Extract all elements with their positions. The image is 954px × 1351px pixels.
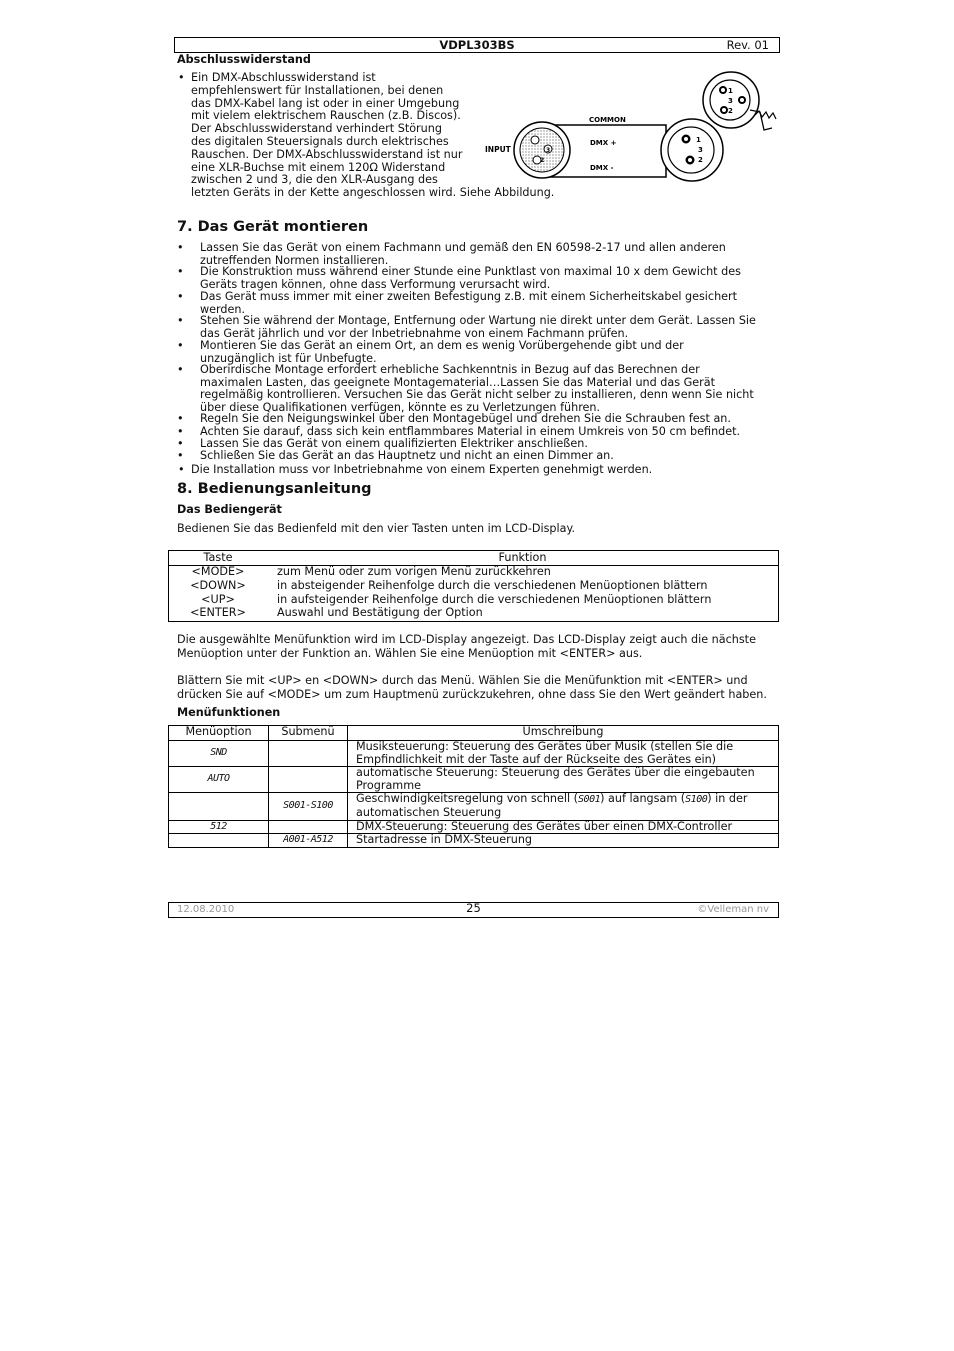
column-header-option: Menüoption xyxy=(169,726,269,741)
table-row xyxy=(169,767,779,793)
paragraph-line: Menüoption unter der Funktion an. Wählen Sie eine Menüoption mit <ENTER> aus. xyxy=(177,647,643,660)
option-cell xyxy=(169,834,269,848)
table-row xyxy=(169,607,779,621)
list-item-text: Die Konstruktion muss während einer Stunde eine Punktlast von maximal 10 x dem Gewicht des Geräts tragen können, ohne dass Verformung verursacht wird. xyxy=(200,265,741,291)
submenu-cell: A001-A512 xyxy=(269,834,348,848)
svg-text:3: 3 xyxy=(698,146,703,154)
table-row xyxy=(169,834,779,848)
description-text: ) auf langsam ( xyxy=(600,792,686,806)
table-header-row xyxy=(169,551,779,566)
option-cell: AUTO xyxy=(169,767,269,793)
function-cell: Auswahl und Bestätigung der Option xyxy=(277,606,483,620)
input-label: INPUT xyxy=(485,145,511,154)
control-panel-heading: Das Bediengerät xyxy=(177,503,282,516)
table-row xyxy=(169,566,779,580)
list-item-text: Schließen Sie das Gerät an das Hauptnetz und nicht an einen Dimmer an. xyxy=(200,449,614,462)
option-cell: 512 xyxy=(169,820,269,834)
list-item-text: Lassen Sie das Gerät von einem Fachmann und gemäß den EN 60598-2-17 und allen anderen zutreffenden Normen installieren. xyxy=(200,241,726,267)
termination-line: Ein DMX-Abschlusswiderstand ist xyxy=(191,71,376,84)
column-header-key: Taste xyxy=(169,551,268,566)
section-8-heading: 8. Bedienungsanleitung xyxy=(177,481,372,497)
bullet-dot: • xyxy=(178,71,185,84)
submenu-cell xyxy=(269,767,348,793)
list-item-text: Das Gerät muss immer mit einer zweiten Befestigung z.B. mit einem Sicherheitskabel gesichert werden. xyxy=(200,290,738,316)
column-header-function: Funktion xyxy=(267,551,779,566)
key-cell: <UP> xyxy=(201,592,235,606)
function-cell: zum Menü oder zum vorigen Menü zurückkehren xyxy=(277,565,551,578)
menu-functions-heading: Menüfunktionen xyxy=(177,706,281,719)
table-header-row xyxy=(169,726,779,741)
footer-copyright: ©Velleman nv xyxy=(697,904,769,915)
description-text: Geschwindigkeitsregelung von schnell ( xyxy=(356,792,579,806)
key-cell: <ENTER> xyxy=(190,606,246,620)
description-cell: Startadresse in DMX-Steuerung xyxy=(348,834,779,848)
description-line: Empfindlichkeit mit der Taste auf der Rückseite des Gerätes ein) xyxy=(356,752,717,766)
dmx-minus-label: DMX - xyxy=(590,164,614,172)
description-line: automatischen Steuerung xyxy=(356,805,502,819)
table-row xyxy=(169,820,779,834)
column-header-submenu: Submenü xyxy=(269,726,348,741)
input-pin3: 3 xyxy=(546,147,551,154)
xlr-termination-diagram xyxy=(480,70,780,185)
list-item-text: Montieren Sie das Gerät an einem Ort, an dem es wenig Vorübergehende gibt und der unzugänglich ist für Unbefugte. xyxy=(200,339,684,365)
list-item-text: Lassen Sie das Gerät von einem qualifizierten Elektriker anschließen. xyxy=(200,437,588,450)
description-text: ) in der xyxy=(707,792,748,806)
common-label: COMMON xyxy=(589,116,626,124)
description-cell xyxy=(348,741,779,767)
footer-date: 12.08.2010 xyxy=(177,904,235,915)
description-cell: DMX-Steuerung: Steuerung des Gerätes über einen DMX-Controller xyxy=(348,820,779,834)
page-footer xyxy=(168,902,779,918)
input-pin2: 2 xyxy=(540,157,545,164)
section-7-heading: 7. Das Gerät montieren xyxy=(177,219,369,235)
description-cell xyxy=(348,793,779,820)
paragraph-line: drücken Sie auf <MODE> um zum Hauptmenü zurückzukehren, ohne dass Sie den Wert geändert haben. xyxy=(177,688,767,701)
termination-line: des digitalen Steuersignals durch elektrisches xyxy=(191,135,449,148)
submenu-cell xyxy=(269,741,348,767)
termination-line: mit vielem elektrischem Rauschen (z.B. Discos). xyxy=(191,109,461,123)
svg-text:3: 3 xyxy=(728,97,733,105)
termination-line: eine XLR-Buchse mit einem 120Ω Widerstand xyxy=(191,160,446,174)
key-cell: <MODE> xyxy=(191,565,245,578)
revision: Rev. 01 xyxy=(726,38,769,52)
table-row xyxy=(169,741,779,767)
termination-line: letzten Geräts in der Kette angeschlossen wird. Siehe Abbildung. xyxy=(191,186,555,200)
svg-text:2: 2 xyxy=(698,156,703,164)
termination-heading: Abschlusswiderstand xyxy=(177,53,311,66)
control-panel-intro: Bedienen Sie das Bedienfeld mit den vier Tasten unten im LCD-Display. xyxy=(177,522,576,535)
list-item-text: Achten Sie darauf, dass sich kein entflammbares Material in einem Umkreis von 50 cm befindet. xyxy=(200,425,741,438)
svg-text:1: 1 xyxy=(696,136,701,144)
description-line: Programme xyxy=(356,778,421,792)
termination-line: Der Abschlusswiderstand verhindert Störung xyxy=(191,122,442,136)
lcd-value: S001 xyxy=(578,794,601,806)
list-item-text: Regeln Sie den Neigungswinkel über den Montagebügel und drehen Sie die Schrauben fest an. xyxy=(200,412,731,425)
submenu-cell xyxy=(269,820,348,834)
key-cell: <DOWN> xyxy=(190,578,246,592)
function-cell: in absteigender Reihenfolge durch die verschiedenen Menüoptionen blättern xyxy=(277,578,708,592)
lcd-value: S100 xyxy=(685,794,708,806)
list-item-text: Die Installation muss vor Inbetriebnahme von einem Experten genehmigt werden. xyxy=(191,463,653,476)
termination-line: Rauschen. Der DMX-Abschlusswiderstand ist nur xyxy=(191,147,463,161)
option-cell: SND xyxy=(169,741,269,767)
svg-text:2: 2 xyxy=(728,107,733,115)
termination-line: empfehlenswert für Installationen, bei denen xyxy=(191,83,444,97)
paragraph-line: Blättern Sie mit <UP> en <DOWN> durch das Menü. Wählen Sie die Menüfunktion mit <ENTER> und xyxy=(177,674,748,687)
termination-line: das DMX-Kabel lang ist oder in einer Umgebung xyxy=(191,96,460,110)
function-cell: in aufsteigender Reihenfolge durch die verschiedenen Menüoptionen blättern xyxy=(277,592,712,606)
paragraph-line: Die ausgewählte Menüfunktion wird im LCD-Display angezeigt. Das LCD-Display zeigt auch die nächste xyxy=(177,633,756,646)
submenu-cell: S001-S100 xyxy=(269,793,348,820)
dmx-plus-label: DMX + xyxy=(590,139,617,147)
description-line: automatische Steuerung: Steuerung des Gerätes über die eingebauten xyxy=(356,766,755,780)
page-number: 25 xyxy=(466,901,481,915)
list-item-text: Stehen Sie während der Montage, Entfernung oder Wartung nie direkt unter dem Gerät. Lassen Sie das Gerät jährlich und vor der Inbetriebnahme von einem Fachmann prüfen. xyxy=(200,314,756,340)
model-name: VDPL303BS xyxy=(439,38,515,52)
description-cell xyxy=(348,767,779,793)
table-row xyxy=(169,594,779,608)
description-line: Musiksteuerung: Steuerung des Gerätes über Musik (stellen Sie die xyxy=(356,740,734,753)
terminator-pin1: 1 xyxy=(728,87,733,95)
menu-table xyxy=(168,725,779,848)
termination-line: zwischen 2 und 3, die den XLR-Ausgang des xyxy=(191,173,438,187)
page-header xyxy=(174,37,780,53)
column-header-description: Umschreibung xyxy=(348,726,779,741)
list-item-text: Oberirdische Montage erfordert erhebliche Sachkenntnis in Bezug auf das Berechnen der maximalen Lasten, das geeignete Montagematerial…Lassen Sie das Material und das Gerät regelmäßig kontrollieren. Versuchen Sie das Gerät nicht selber zu installieren, denn wenn Sie nicht über diese Qualifikationen verfügen, könnte es zu Verletzungen führen. xyxy=(200,363,754,414)
table-row xyxy=(169,580,779,594)
keys-table xyxy=(168,550,779,622)
option-cell xyxy=(169,793,269,820)
table-row xyxy=(169,793,779,820)
